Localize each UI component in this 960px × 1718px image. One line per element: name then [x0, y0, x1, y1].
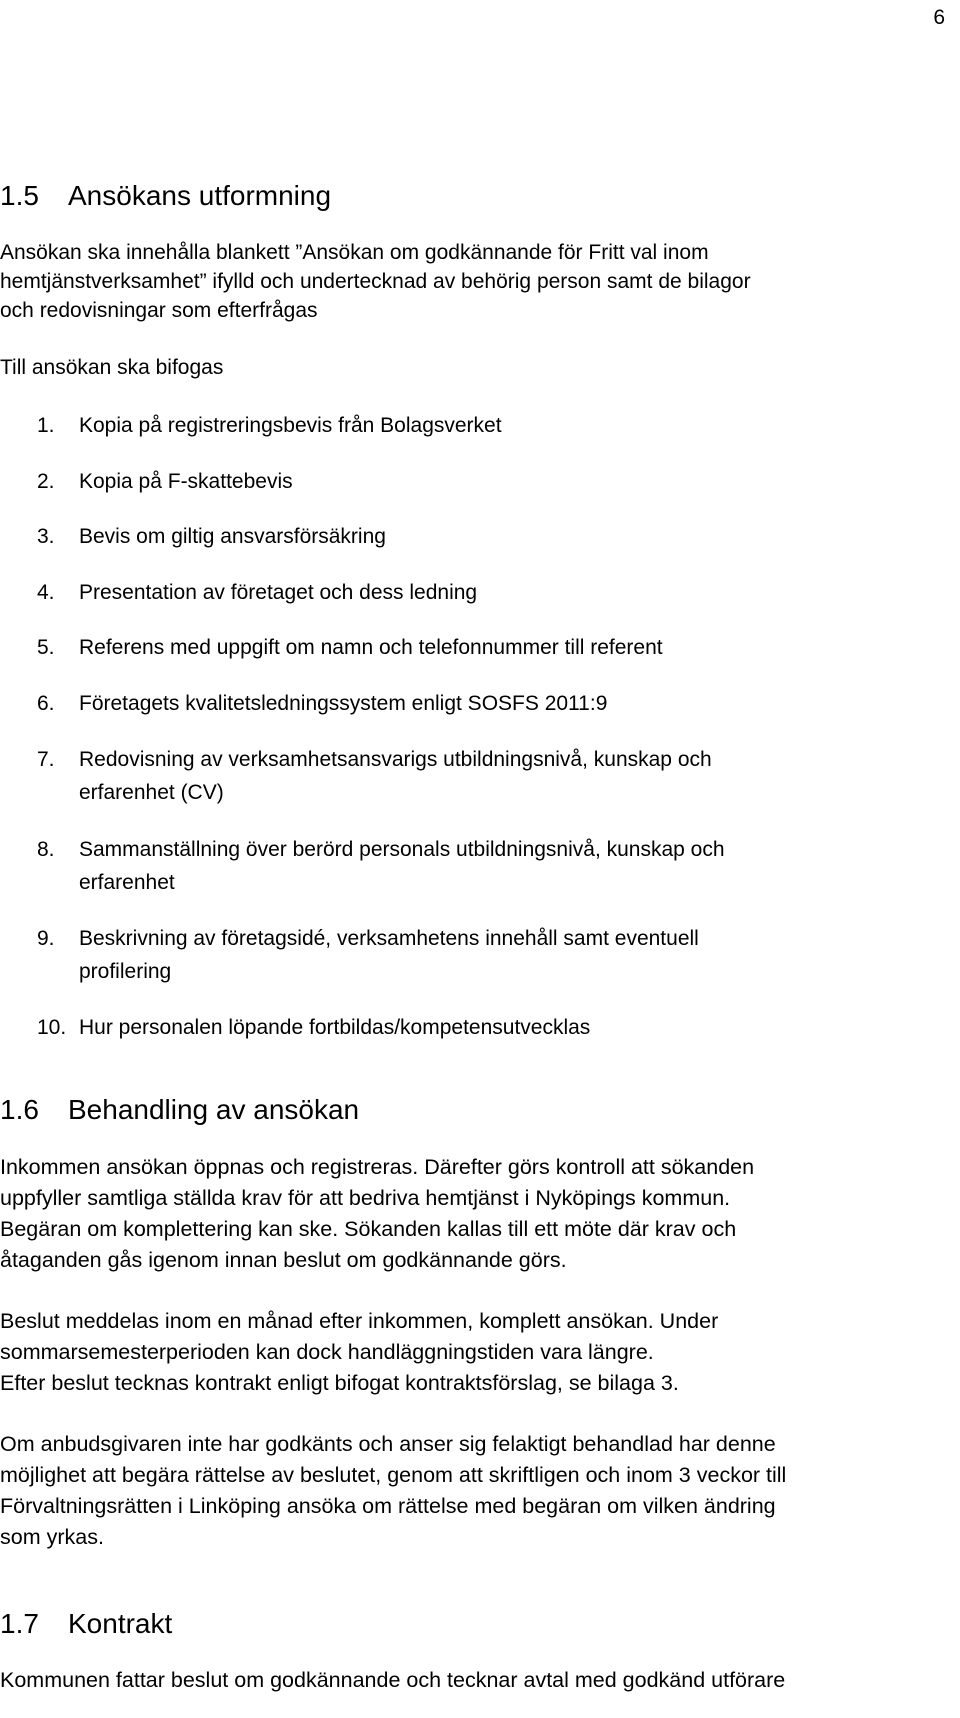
paragraph-line: Begäran om komplettering kan ske. Sökanden kallas till ett möte där krav och — [0, 1217, 737, 1241]
list-text: Beskrivning av företagsidé, verksamhetens innehåll samt eventuell — [79, 927, 699, 950]
paragraph-line: uppfyller samtliga ställda krav för att bedriva hemtjänst i Nyköpings kommun. — [0, 1186, 731, 1210]
paragraph-line: Om anbudsgivaren inte har godkänts och anser sig felaktigt behandlad har denne — [0, 1432, 776, 1456]
list-item — [37, 743, 712, 809]
heading-title: Ansökans utformning — [68, 180, 332, 211]
list-text: Referens med uppgift om namn och telefonnummer till referent — [79, 636, 663, 659]
list-number: 9. — [37, 927, 55, 950]
intro-line: och redovisningar som efterfrågas — [0, 299, 318, 322]
heading-number: 1.7 — [0, 1608, 39, 1639]
paragraph-line: Inkommen ansökan öppnas och registreras. Därefter görs kontroll att sökanden — [0, 1155, 755, 1179]
list-text: Presentation av företaget och dess ledning — [79, 581, 478, 604]
list-number: 10. — [37, 1016, 67, 1039]
intro-line: hemtjänstverksamhet” ifylld och undertecknad av behörig person samt de bilagor — [0, 270, 751, 293]
list-text: profilering — [79, 960, 172, 983]
list-text: Redovisning av verksamhetsansvarigs utbildningsnivå, kunskap och — [79, 748, 712, 771]
list-number: 1. — [37, 414, 55, 437]
paragraph-line: sommarsemesterperioden kan dock handläggningstiden vara längre. — [0, 1340, 654, 1364]
list-item — [37, 520, 386, 553]
heading-number: 1.5 — [0, 180, 39, 211]
list-number: 8. — [37, 838, 55, 861]
list-text: erfarenhet (CV) — [79, 781, 224, 804]
list-item — [37, 1011, 590, 1044]
page-number: 6 — [933, 6, 945, 29]
heading-1-6 — [0, 1094, 359, 1126]
list-text: erfarenhet — [79, 871, 175, 894]
list-item — [37, 631, 663, 664]
list-number: 2. — [37, 470, 55, 493]
list-item — [37, 576, 477, 609]
paragraph-line: Kommunen fattar beslut om godkännande och tecknar avtal med godkänd utförare — [0, 1668, 786, 1692]
list-item — [37, 833, 725, 899]
list-item — [37, 687, 607, 720]
list-text: Sammanställning över berörd personals utbildningsnivå, kunskap och — [79, 838, 725, 861]
paragraph-line: möjlighet att begära rättelse av beslutet, genom att skriftligen och inom 3 veckor till — [0, 1463, 787, 1487]
list-text: Hur personalen löpande fortbildas/kompetensutvecklas — [79, 1016, 591, 1039]
attachments-label: Till ansökan ska bifogas — [0, 356, 224, 379]
list-number: 5. — [37, 636, 55, 659]
list-text: Företagets kvalitetsledningssystem enligt SOSFS 2011:9 — [79, 692, 608, 715]
intro-line: Ansökan ska innehålla blankett ”Ansökan om godkännande för Fritt val inom — [0, 241, 709, 264]
list-number: 4. — [37, 581, 55, 604]
list-item — [37, 465, 293, 498]
list-number: 3. — [37, 525, 55, 548]
paragraph-line: som yrkas. — [0, 1525, 104, 1549]
heading-number: 1.6 — [0, 1094, 39, 1125]
list-number: 7. — [37, 748, 55, 771]
list-item — [37, 409, 502, 442]
list-text: Kopia på F-skattebevis — [79, 470, 293, 493]
list-text: Kopia på registreringsbevis från Bolagsverket — [79, 414, 502, 437]
list-item — [37, 922, 699, 988]
heading-1-7 — [0, 1608, 172, 1640]
list-text: Bevis om giltig ansvarsförsäkring — [79, 525, 386, 548]
heading-1-5 — [0, 180, 331, 212]
heading-title: Kontrakt — [68, 1608, 173, 1639]
list-number: 6. — [37, 692, 55, 715]
paragraph-line: Förvaltningsrätten i Linköping ansöka om rättelse med begäran om vilken ändring — [0, 1494, 776, 1518]
heading-title: Behandling av ansökan — [68, 1094, 360, 1125]
paragraph-line: Beslut meddelas inom en månad efter inkommen, komplett ansökan. Under — [0, 1309, 719, 1333]
paragraph-line: åtaganden gås igenom innan beslut om godkännande görs. — [0, 1248, 567, 1272]
paragraph-line: Efter beslut tecknas kontrakt enligt bifogat kontraktsförslag, se bilaga 3. — [0, 1371, 679, 1395]
